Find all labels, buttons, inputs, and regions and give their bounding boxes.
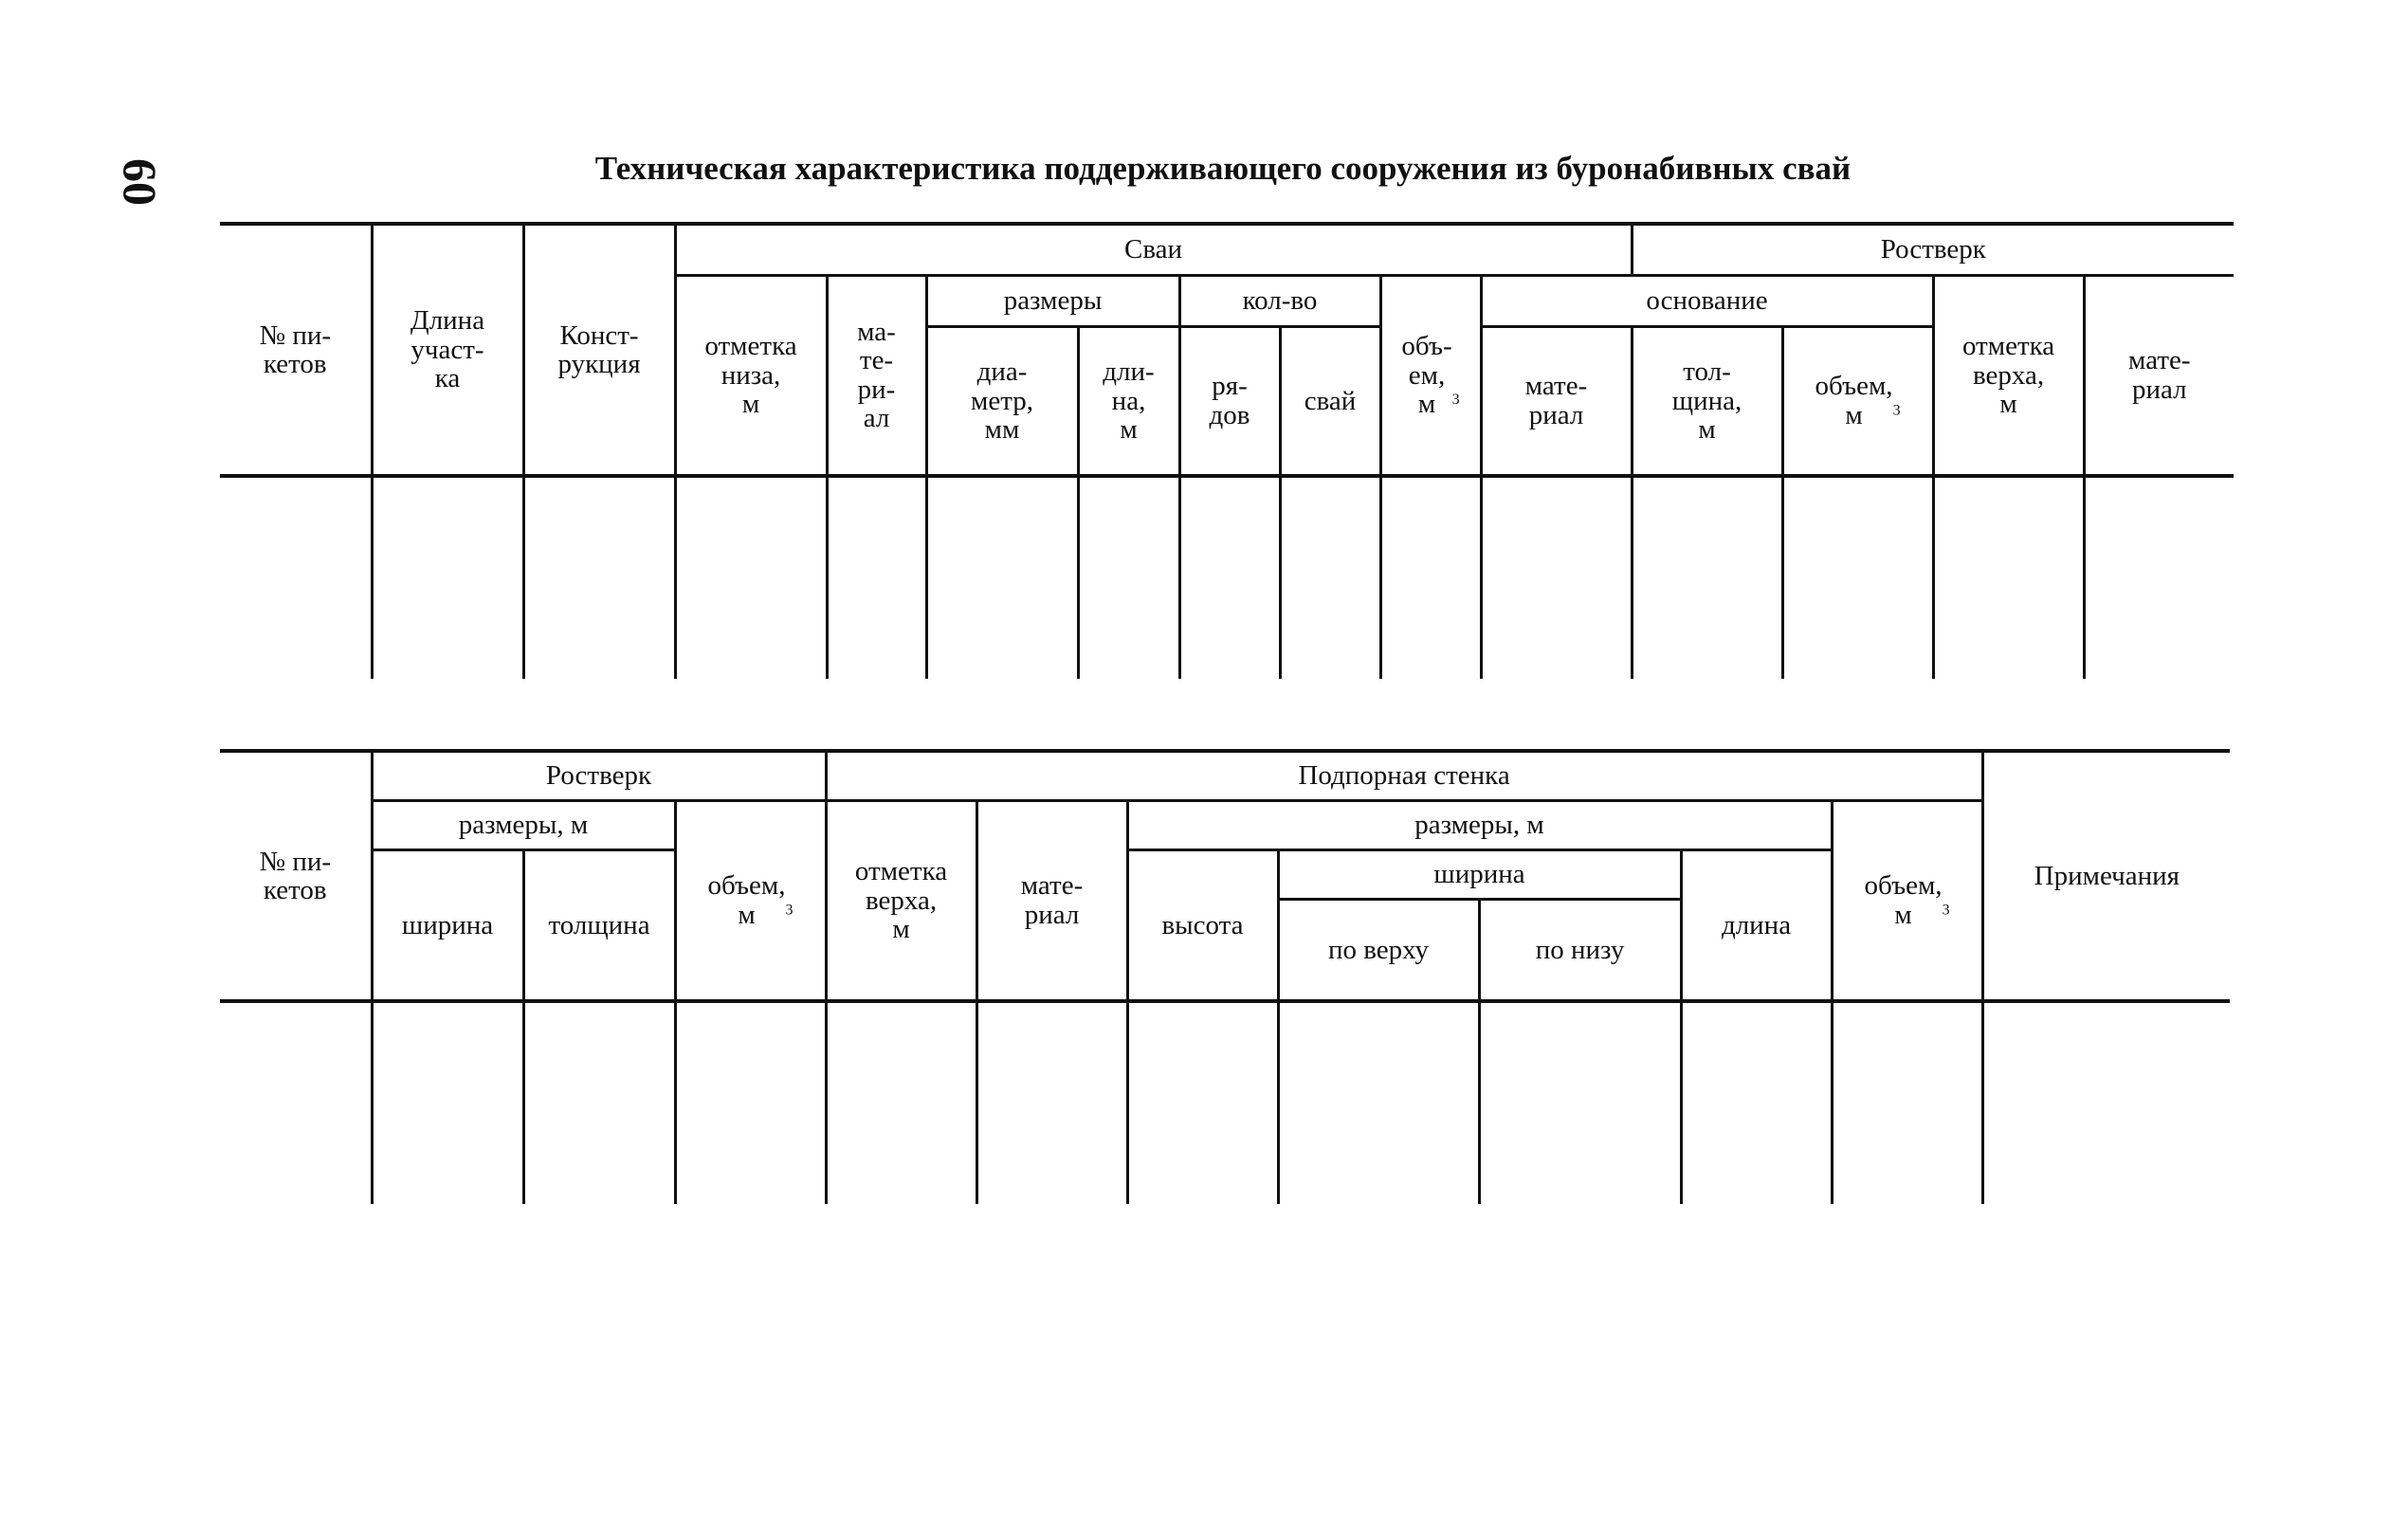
- header-wall-volume: [1832, 800, 1982, 1001]
- header-label: мате- риал: [1524, 371, 1588, 430]
- header-pile-count: [1179, 275, 1380, 326]
- table-cell: [826, 1001, 976, 1204]
- header-base-volume: [1782, 326, 1933, 476]
- header-label: Конст- рукция: [557, 319, 641, 379]
- table-cell: [2084, 476, 2234, 679]
- header-base: [1481, 275, 1933, 326]
- header-grillage: [1632, 224, 2234, 275]
- header-label: отметка верха, м: [1961, 331, 2055, 419]
- header-picket: [220, 751, 372, 1001]
- header-label: ширина: [401, 909, 494, 940]
- table-cell: [1681, 1001, 1832, 1204]
- header-pile-sizes: [926, 275, 1179, 326]
- page-number: 60: [114, 158, 167, 206]
- header-pile-volume: [1380, 275, 1481, 476]
- table-cell: [1127, 1001, 1278, 1204]
- superscript-3: 3: [1892, 402, 1901, 419]
- header-wall-top-mark: [826, 800, 976, 1001]
- header-label: по верху: [1327, 934, 1430, 965]
- header-label: Ростверк: [545, 760, 652, 792]
- header-label: диа- метр, мм: [970, 356, 1033, 445]
- header-thickness: [523, 849, 675, 1001]
- grillage-retaining-wall-table: [220, 749, 2230, 1204]
- table-cell: [372, 476, 523, 679]
- table-cell: [675, 476, 827, 679]
- table-cell: [1179, 476, 1280, 679]
- header-pile-piles: [1280, 326, 1380, 476]
- header-label: по низу: [1535, 934, 1625, 965]
- header-retaining-wall: [826, 751, 1982, 800]
- header-base-thickness: [1632, 326, 1782, 476]
- header-label: Подпорная стенка: [1298, 760, 1510, 792]
- header-label: объ- ем, м: [1401, 331, 1452, 419]
- table-cell: [1278, 1001, 1479, 1204]
- table-cell: [1832, 1001, 1982, 1204]
- header-label: размеры, м: [458, 809, 589, 840]
- header-label: ма- те- ри- ал: [857, 316, 896, 434]
- header-height: [1127, 849, 1278, 1001]
- header-label: № пи- кетов: [259, 319, 332, 379]
- table-cell: [675, 1001, 826, 1204]
- header-label: Длина участ- ка: [410, 305, 485, 394]
- superscript-3: 3: [1451, 392, 1460, 409]
- table-cell: [523, 1001, 675, 1204]
- table-row: [220, 476, 2234, 679]
- header-pile-rows: [1179, 326, 1280, 476]
- header-wall-material: [976, 800, 1127, 1001]
- header-label: размеры, м: [1414, 809, 1544, 840]
- header-pile-diameter: [926, 326, 1078, 476]
- table-cell: [372, 1001, 523, 1204]
- header-label: Сваи: [1124, 234, 1183, 265]
- header-label: мате- риал: [2128, 345, 2191, 405]
- header-label: кол-во: [1242, 284, 1318, 316]
- header-label: ря- дов: [1209, 371, 1250, 430]
- table-cell: [1632, 476, 1782, 679]
- header-width-bottom: [1479, 899, 1681, 1001]
- header-label: объем, м: [707, 870, 786, 930]
- piles-characteristics-table: [220, 222, 2234, 679]
- header-section-length: [372, 224, 523, 476]
- table-row: [220, 1001, 2230, 1204]
- header-label: высота: [1161, 909, 1244, 940]
- header-pile-length: [1078, 326, 1179, 476]
- table-cell: [1481, 476, 1632, 679]
- header-wall-width: [1278, 849, 1681, 899]
- header-label: отметка верха, м: [854, 856, 948, 944]
- header-label: тол- щина, м: [1671, 356, 1742, 445]
- header-label: основание: [1646, 284, 1768, 316]
- table-cell: [220, 1001, 372, 1204]
- header-grillage: [372, 751, 826, 800]
- header-grillage-sizes: [372, 800, 675, 849]
- page-title: Техническая характеристика поддерживающего сооружения из буронабивных свай: [594, 150, 1852, 187]
- table-cell: [1078, 476, 1179, 679]
- superscript-3: 3: [785, 902, 794, 919]
- table-cell: [1933, 476, 2084, 679]
- header-label: мате- риал: [1020, 870, 1084, 930]
- header-label: объем, м: [1864, 870, 1943, 930]
- table-cell: [1280, 476, 1380, 679]
- header-pile-material: [827, 275, 926, 476]
- header-wall-length: [1681, 849, 1832, 1001]
- header-top-mark: [1933, 275, 2084, 476]
- header-wall-sizes: [1127, 800, 1832, 849]
- header-label: объем, м: [1815, 371, 1893, 430]
- header-pile-bottom-mark: [675, 275, 827, 476]
- header-picket: [220, 224, 372, 476]
- table-cell: [827, 476, 926, 679]
- header-label: дли- на, м: [1103, 356, 1155, 445]
- table-cell: [1479, 1001, 1681, 1204]
- table-cell: [1380, 476, 1481, 679]
- header-label: размеры: [1003, 284, 1103, 316]
- header-piles: [675, 224, 1632, 275]
- header-label: Примечания: [2034, 860, 2180, 891]
- table-cell: [1782, 476, 1933, 679]
- header-label: № пи- кетов: [259, 846, 332, 905]
- header-label: длина: [1721, 909, 1792, 940]
- header-base-material: [1481, 326, 1632, 476]
- superscript-3: 3: [1942, 902, 1950, 919]
- table-cell: [926, 476, 1078, 679]
- header-grillage-material: [2084, 275, 2234, 476]
- table-cell: [1982, 1001, 2230, 1204]
- header-grillage-volume: [675, 800, 826, 1001]
- table-cell: [976, 1001, 1127, 1204]
- header-notes: [1982, 751, 2230, 1001]
- header-label: Ростверк: [1880, 234, 1986, 265]
- header-width-top: [1278, 899, 1479, 1001]
- header-label: толщина: [548, 909, 650, 940]
- header-label: ширина: [1433, 858, 1525, 889]
- table-cell: [523, 476, 675, 679]
- header-label: отметка низа, м: [704, 331, 797, 419]
- header-width: [372, 849, 523, 1001]
- header-label: свай: [1304, 385, 1357, 416]
- header-construction: [523, 224, 675, 476]
- table-cell: [220, 476, 372, 679]
